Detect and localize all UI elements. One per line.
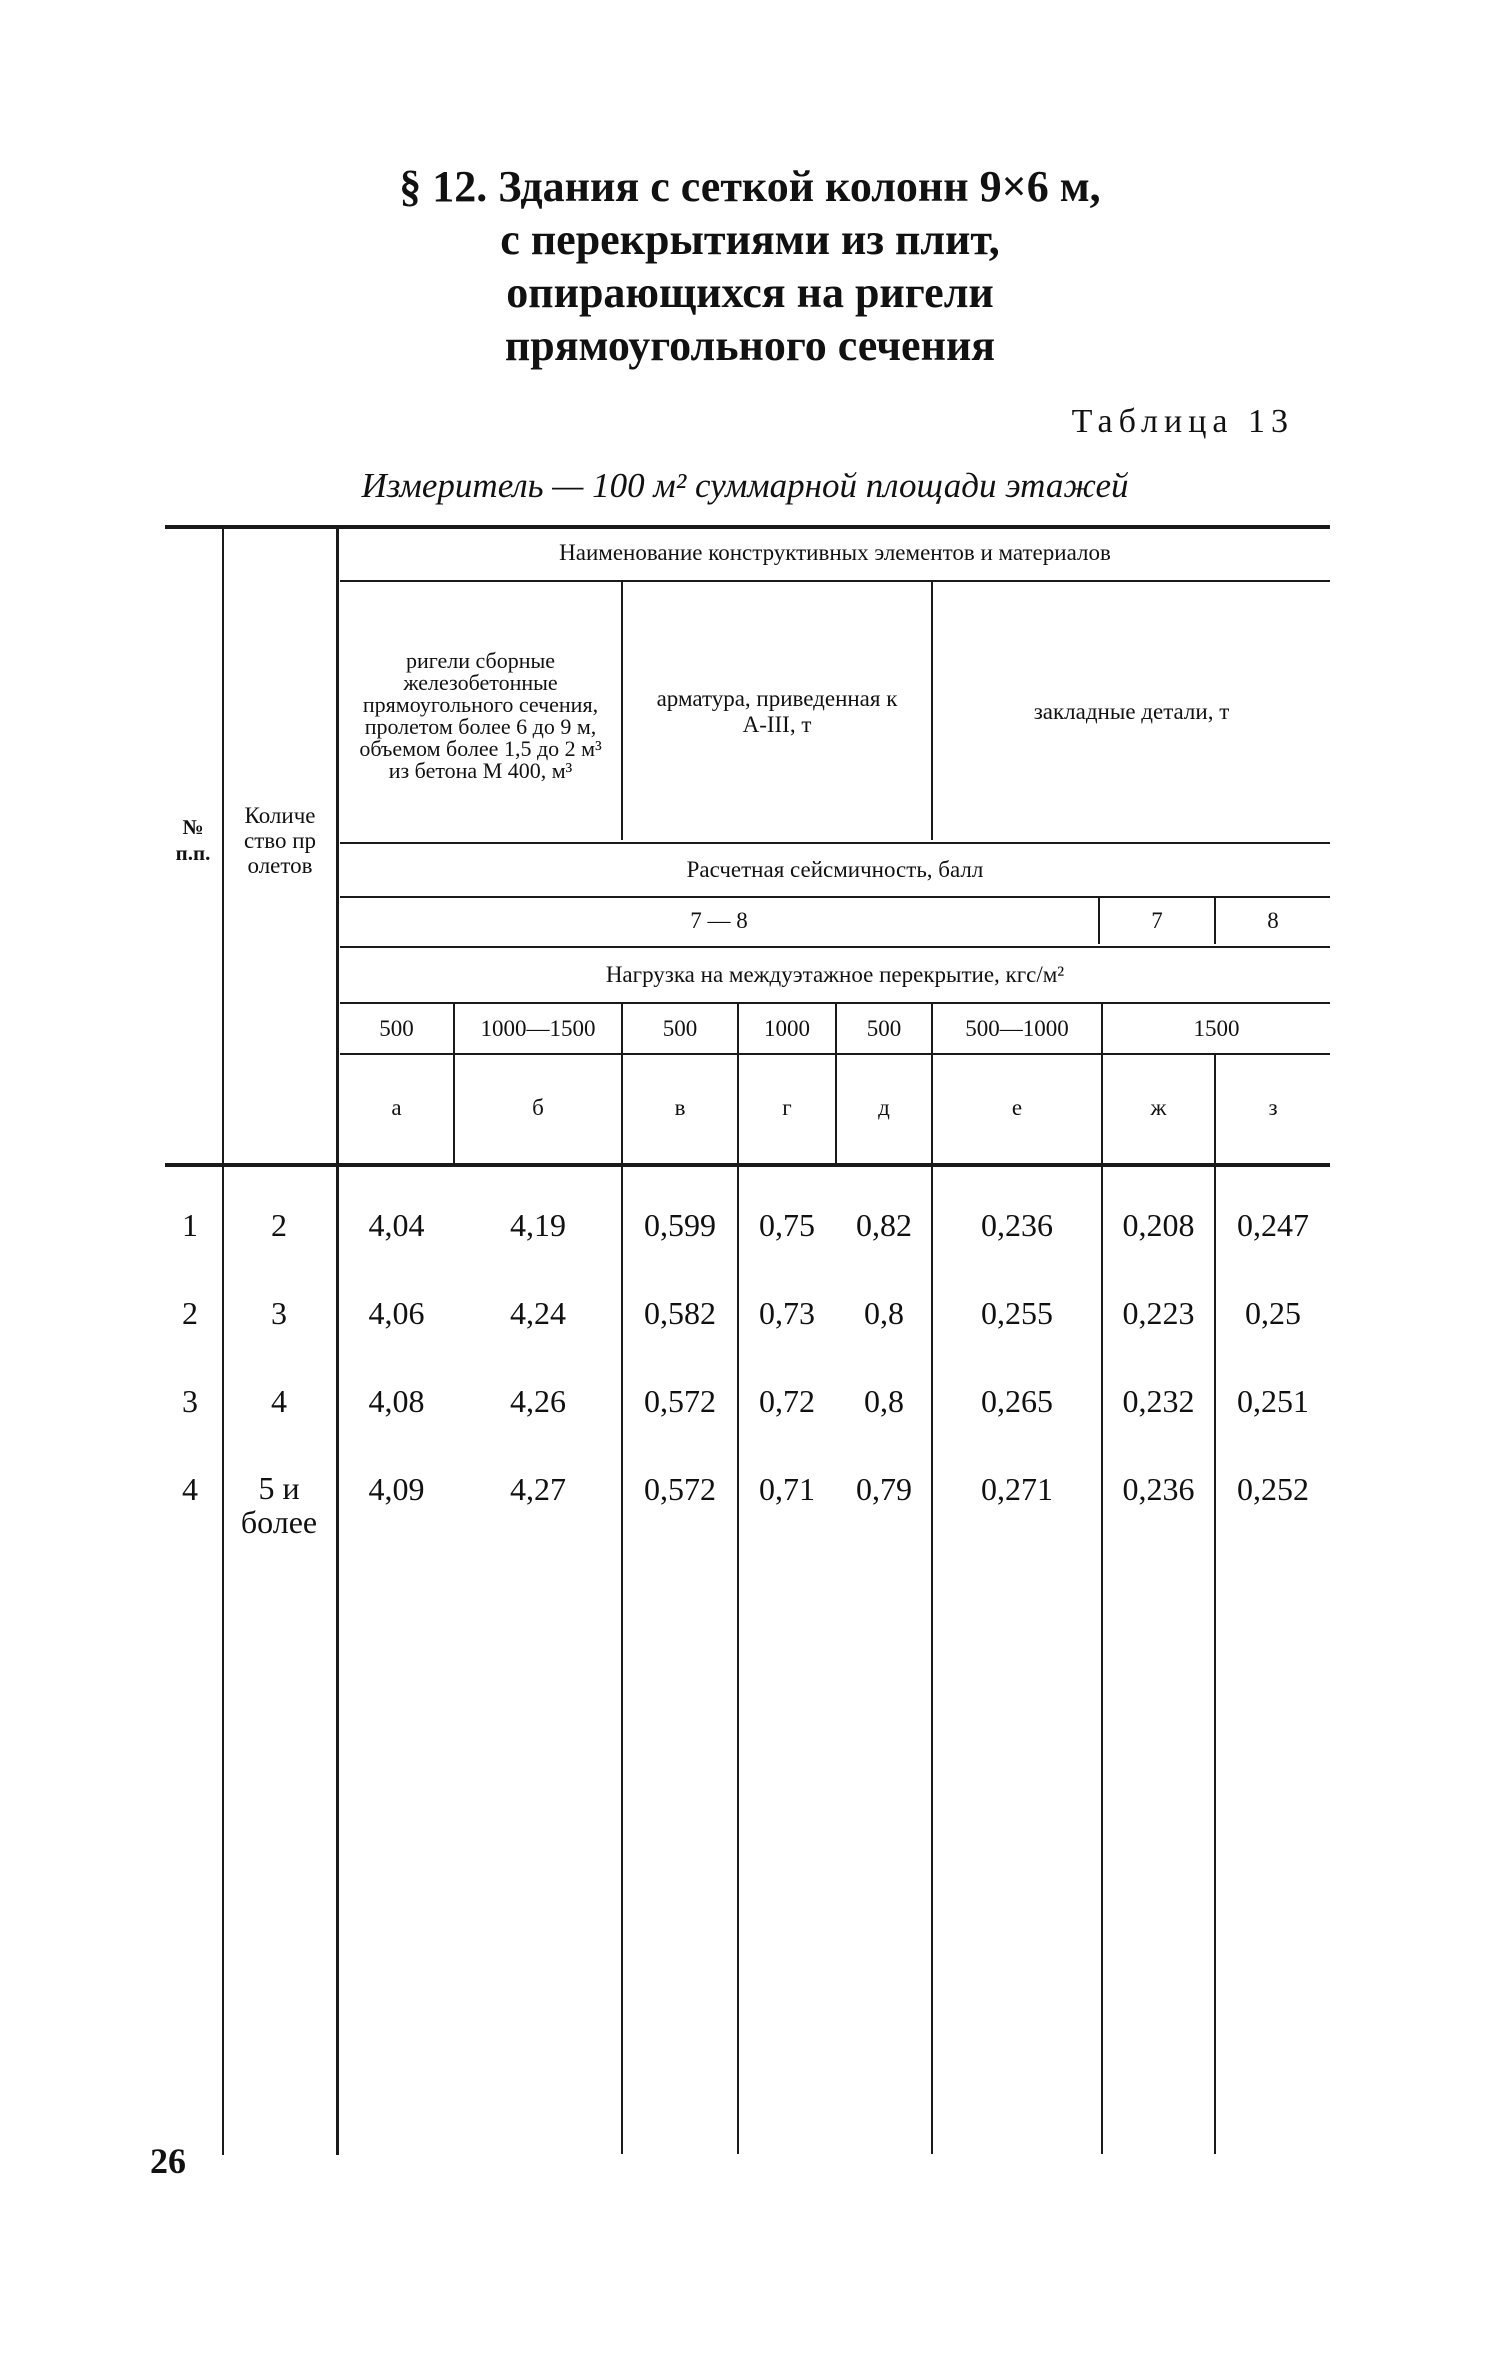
- seismic-header: Расчетная сейсмичность, балл: [686, 857, 984, 882]
- value-b: 4,26: [510, 1383, 566, 1419]
- value-v: 0,572: [644, 1383, 716, 1419]
- load-value: 1000: [764, 1015, 810, 1041]
- row-number: 3: [182, 1383, 198, 1419]
- value-v: 0,572: [644, 1471, 716, 1507]
- value-g: 0,71: [759, 1471, 815, 1507]
- column-letter: ж: [1150, 1095, 1167, 1120]
- value-d: 0,79: [856, 1471, 912, 1507]
- value-v: 0,599: [644, 1207, 716, 1243]
- value-b: 4,27: [510, 1471, 566, 1507]
- span-count: 4: [271, 1383, 287, 1419]
- element-header-beams: ригели сборные железобетонные прямоугольного сечения, пролетом более 6 до 9 м, объемом более 1,5 до 2 м³ из бетона М 400, м³: [359, 648, 602, 783]
- title-line-2: с перекрытиями из плит,: [500, 215, 1000, 264]
- column-letter: з: [1268, 1095, 1278, 1120]
- title-line-1: § 12. Здания с сеткой колонн 9×6 м,: [399, 162, 1101, 211]
- value-b: 4,24: [510, 1295, 566, 1331]
- row-number: 2: [182, 1295, 198, 1331]
- load-value: 500: [866, 1015, 902, 1041]
- load-value: 500—1000: [965, 1015, 1069, 1041]
- value-zh: 0,236: [1122, 1471, 1195, 1507]
- value-z: 0,252: [1237, 1471, 1309, 1507]
- table-number: Таблица 13: [1071, 403, 1294, 440]
- seismic-8: 8: [1267, 908, 1279, 933]
- load-value: 1000—1500: [480, 1015, 596, 1041]
- value-v: 0,582: [644, 1295, 716, 1331]
- value-e: 0,255: [981, 1295, 1053, 1331]
- title-line-4: прямоугольного сечения: [504, 321, 996, 370]
- load-value: 500: [379, 1015, 414, 1041]
- column-letter: д: [878, 1095, 890, 1120]
- value-zh: 0,208: [1122, 1207, 1195, 1243]
- value-a: 4,08: [368, 1383, 425, 1419]
- section-title: [250, 160, 1250, 372]
- column-letter: б: [532, 1095, 544, 1120]
- value-g: 0,75: [759, 1207, 815, 1243]
- value-z: 0,25: [1245, 1295, 1301, 1331]
- elements-header: Наименование конструктивных элементов и материалов: [559, 540, 1111, 565]
- load-value: 1500: [1193, 1015, 1240, 1041]
- column-letter: в: [674, 1095, 686, 1120]
- column-header-number: № п.п.: [175, 815, 211, 865]
- value-g: 0,73: [759, 1295, 815, 1331]
- seismic-7-8: 7 — 8: [690, 908, 748, 933]
- span-count: 2: [271, 1207, 287, 1243]
- element-header-rebar: арматура, приведенная к А-III, т: [656, 686, 898, 737]
- value-zh: 0,232: [1122, 1383, 1195, 1419]
- load-header: Нагрузка на междуэтажное перекрытие, кгс/м²: [605, 962, 1065, 987]
- value-a: 4,09: [368, 1471, 425, 1507]
- value-z: 0,247: [1237, 1207, 1309, 1243]
- value-d: 0,8: [864, 1295, 904, 1331]
- column-letter: а: [391, 1095, 402, 1120]
- row-number: 4: [182, 1471, 198, 1507]
- value-z: 0,251: [1237, 1383, 1309, 1419]
- value-e: 0,265: [981, 1383, 1053, 1419]
- column-letter: е: [1011, 1095, 1023, 1120]
- value-d: 0,8: [864, 1383, 904, 1419]
- load-value: 500: [662, 1015, 698, 1041]
- value-zh: 0,223: [1122, 1295, 1195, 1331]
- element-header-embedded-parts: закладные детали, т: [1033, 699, 1230, 724]
- title-line-3: опирающихся на ригели: [506, 268, 994, 317]
- column-header-span-count: Количество пролетов: [243, 802, 317, 878]
- column-letter: г: [782, 1095, 792, 1120]
- value-e: 0,271: [981, 1471, 1053, 1507]
- value-b: 4,19: [510, 1207, 566, 1243]
- page-number: 26: [150, 2141, 186, 2181]
- row-number: 1: [182, 1207, 198, 1243]
- measure-unit: Измеритель — 100 м² суммарной площади этажей: [361, 466, 1129, 505]
- span-count: 5 и более: [240, 1470, 318, 1540]
- value-d: 0,82: [856, 1207, 912, 1243]
- value-a: 4,06: [368, 1295, 425, 1331]
- value-a: 4,04: [368, 1207, 425, 1243]
- value-e: 0,236: [981, 1207, 1053, 1243]
- seismic-7: 7: [1151, 908, 1163, 933]
- value-g: 0,72: [759, 1383, 815, 1419]
- span-count: 3: [271, 1295, 287, 1331]
